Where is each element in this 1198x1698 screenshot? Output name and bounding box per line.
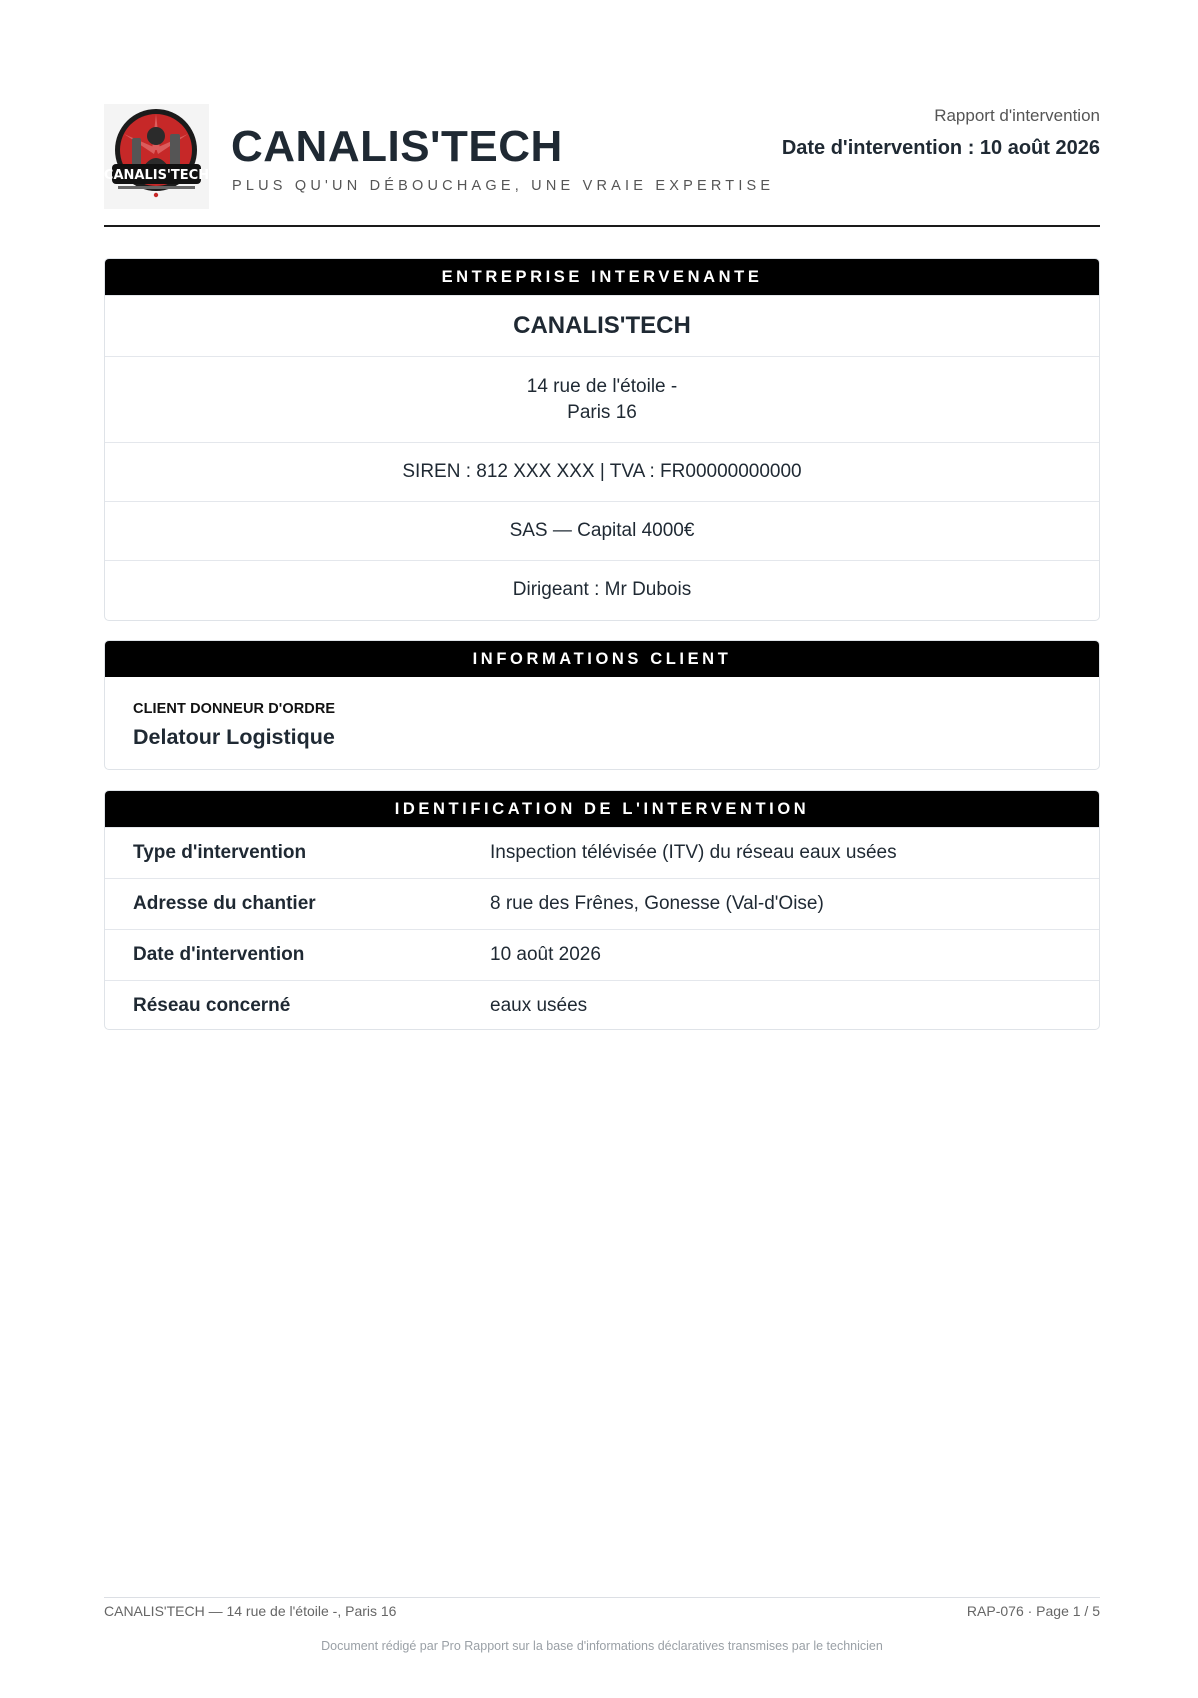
intervention-row — [105, 929, 1099, 980]
report-page — [104, 0, 1100, 1698]
company-section — [104, 258, 1100, 621]
site-address-label: Adresse du chantier — [133, 893, 316, 914]
intervention-date-label: Date d'intervention — [133, 944, 305, 965]
company-address — [105, 356, 1099, 442]
footer-company-info: CANALIS'TECH — 14 rue de l'étoile -, Paris 16 — [104, 1603, 397, 1619]
company-legal-ids: SIREN : 812 XXX XXX | TVA : FR00000000000 — [105, 442, 1099, 501]
footer-disclaimer: Document rédigé par Pro Rapport sur la base d'informations déclaratives transmises par le technicien — [321, 1639, 883, 1653]
client-section-title: INFORMATIONS CLIENT — [105, 641, 1099, 677]
intervention-type-value: Inspection télévisée (ITV) du réseau eaux usées — [490, 842, 897, 863]
report-header — [104, 100, 1100, 227]
intervention-date-value: 10 août 2026 — [490, 944, 601, 965]
footer-divider — [104, 1597, 1100, 1598]
report-type-label: Rapport d'intervention — [934, 106, 1100, 125]
footer-page-number: RAP-076 · Page 1 / 5 — [966, 1603, 1100, 1619]
company-manager: Dirigeant : Mr Dubois — [105, 560, 1099, 619]
network-label: Réseau concerné — [133, 995, 291, 1016]
intervention-section — [104, 790, 1100, 1030]
report-date: Date d'intervention : 10 août 2026 — [781, 137, 1100, 159]
company-address-line2: Paris 16 — [567, 401, 637, 423]
network-value: eaux usées — [490, 995, 588, 1016]
client-name: Delatour Logistique — [133, 725, 335, 749]
intervention-section-title: IDENTIFICATION DE L'INTERVENTION — [105, 791, 1099, 827]
company-name: CANALIS'TECH — [105, 295, 1099, 356]
intervention-type-label: Type d'intervention — [133, 842, 307, 863]
company-legal-form: SAS — Capital 4000€ — [105, 501, 1099, 560]
company-logo — [104, 104, 209, 209]
brand-name: CANALIS'TECH — [231, 122, 563, 171]
company-section-title: ENTREPRISE INTERVENANTE — [105, 259, 1099, 295]
svg-text:CANALIS'TECH: CANALIS'TECH — [104, 168, 209, 183]
intervention-row — [105, 980, 1099, 1030]
brand-slogan: PLUS QU'UN DÉBOUCHAGE, UNE VRAIE EXPERTISE — [232, 178, 775, 194]
client-label: CLIENT DONNEUR D'ORDRE — [133, 701, 336, 717]
intervention-row — [105, 878, 1099, 929]
site-address-value: 8 rue des Frênes, Gonesse (Val-d'Oise) — [490, 893, 824, 914]
company-address-line1: 14 rue de l'étoile - — [526, 375, 678, 397]
client-section — [104, 640, 1100, 770]
intervention-row — [105, 827, 1099, 878]
